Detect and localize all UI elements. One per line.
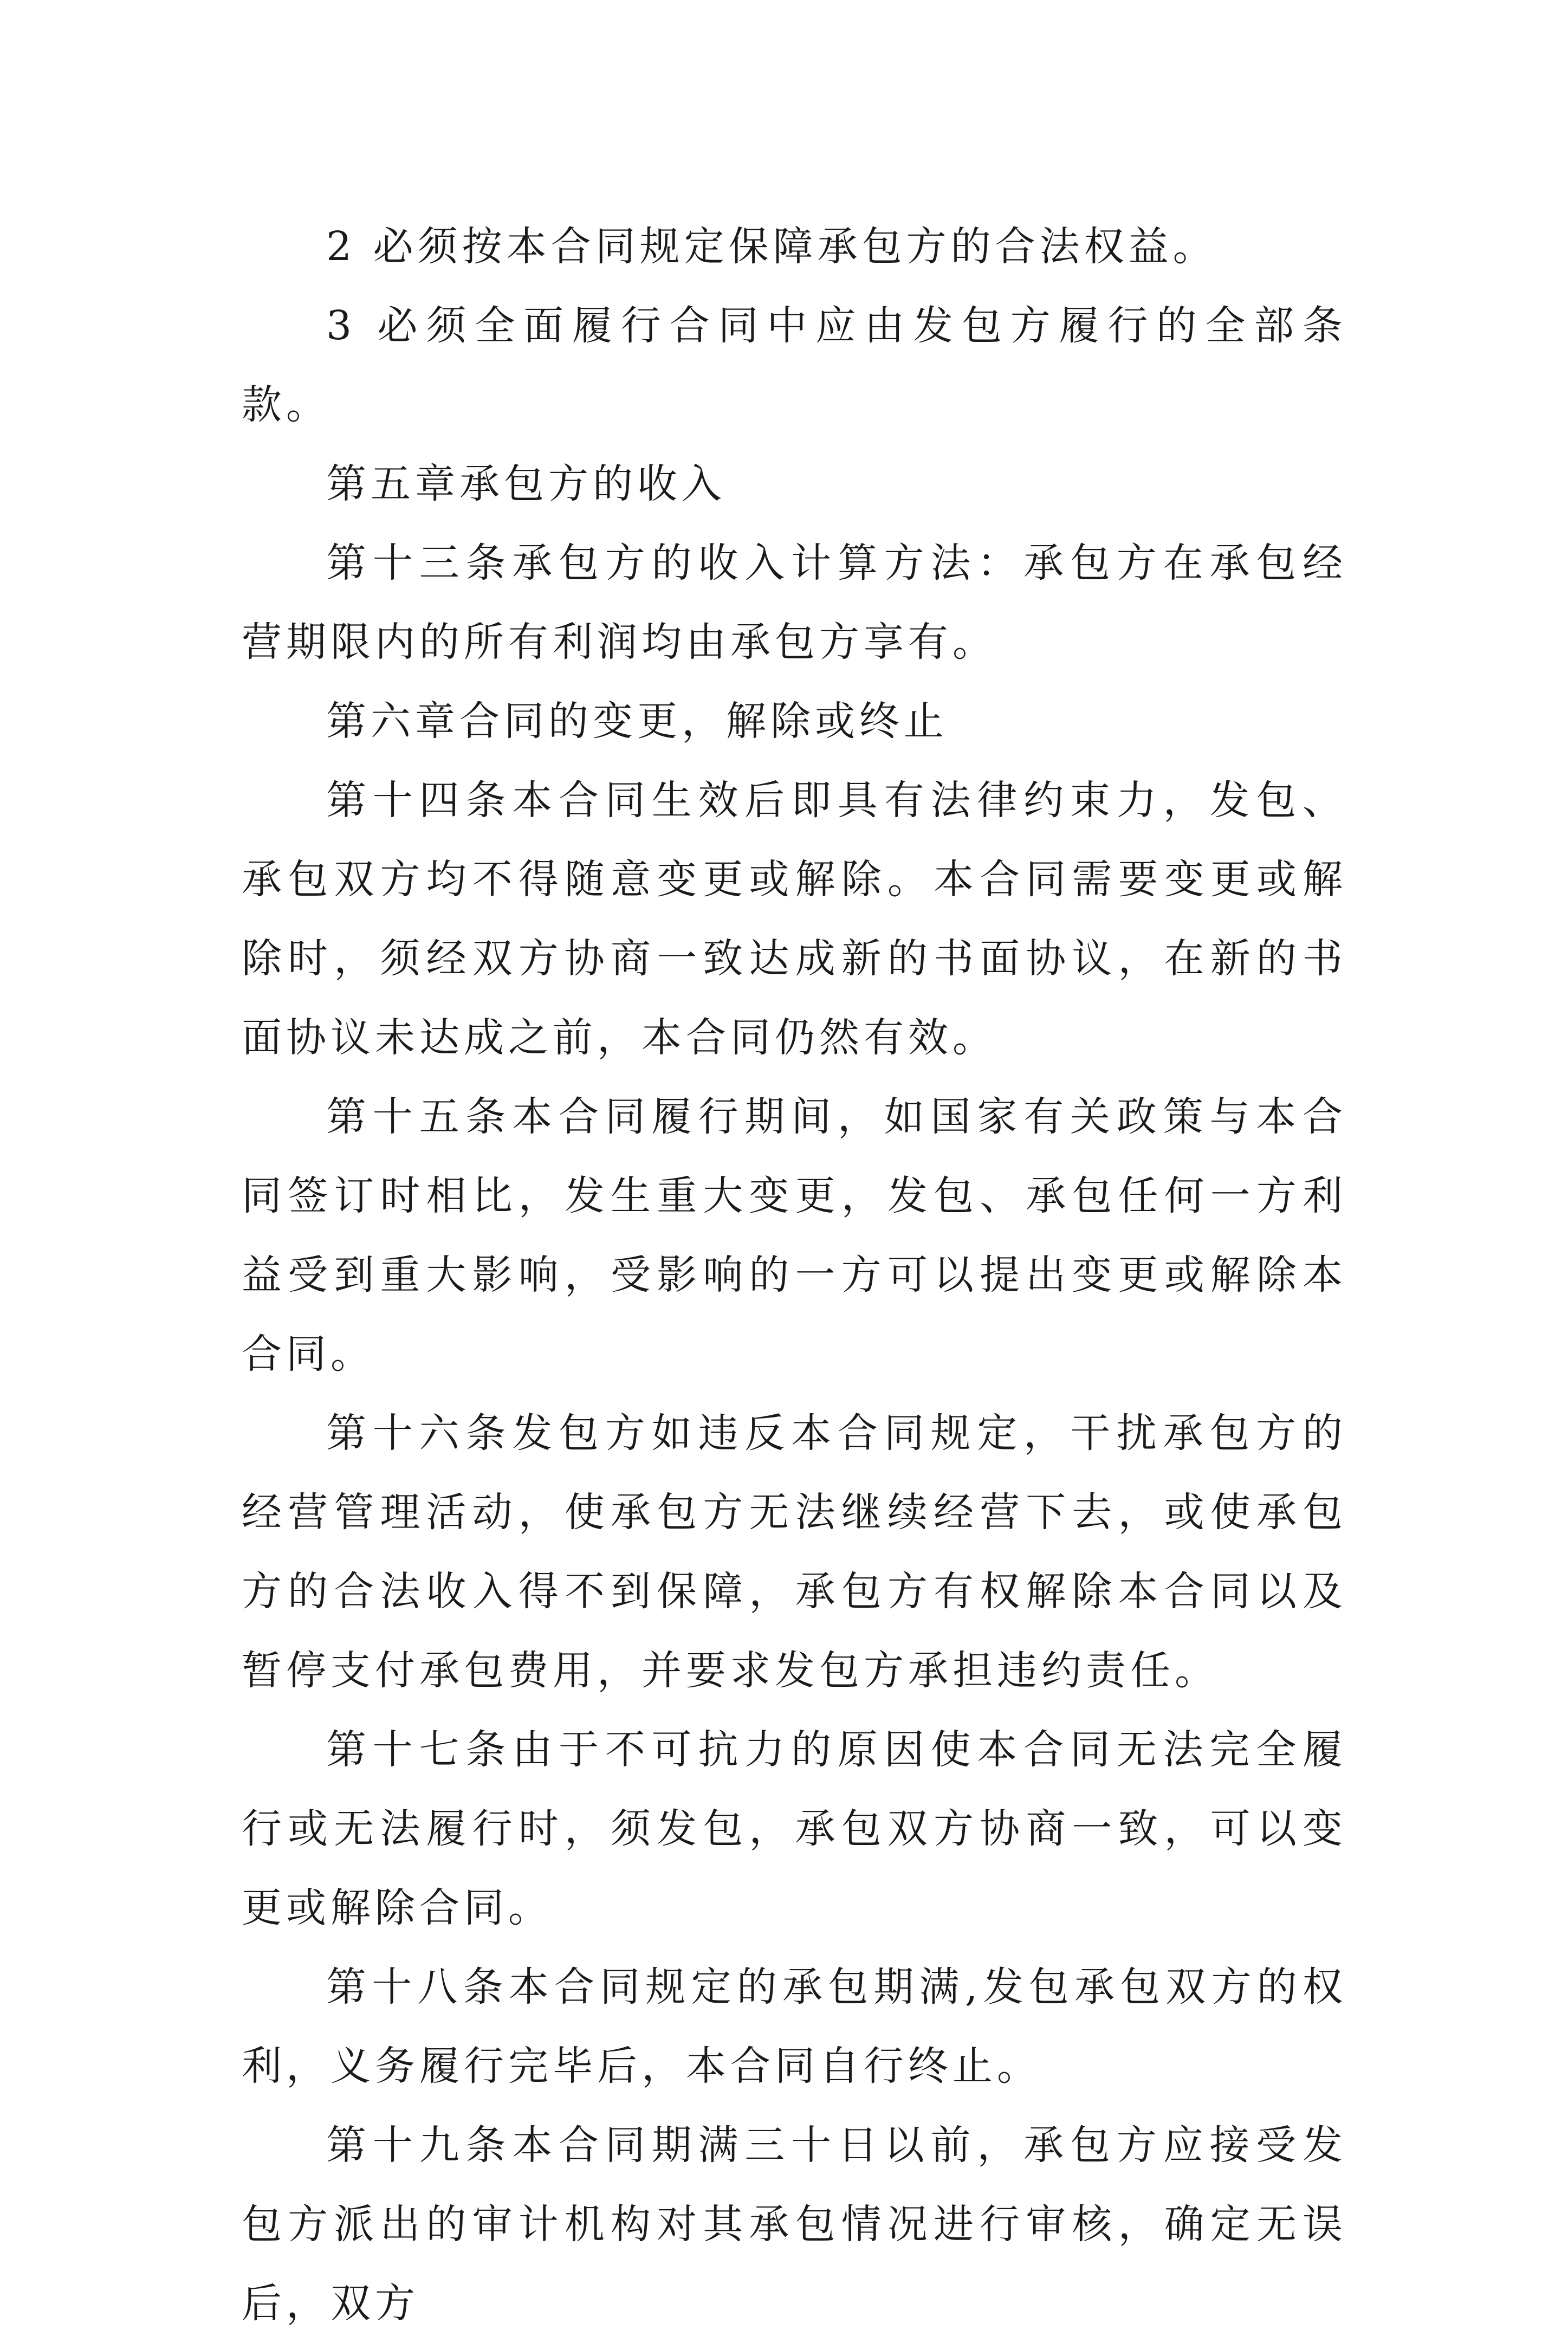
paragraph-article-16: 第十六条发包方如违反本合同规定，干扰承包方的经营管理活动，使承包方无法继续经营下去，或使承包方的合法收入得不到保障，承包方有权解除本合同以及暂停支付承包费用，并要求发包方承担违约责任。: [242, 1410, 1347, 1694]
paragraph-article-18: 第十八条本合同规定的承包期满,发包承包双方的权利，义务履行完毕后，本合同自行终止。: [242, 1964, 1347, 2089]
chapter-heading-6: 第六章合同的变更，解除或终止: [326, 698, 948, 745]
paragraph-article-15: 第十五条本合同履行期间，如国家有关政策与本合同签订时相比，发生重大变更，发包、承包任何一方利益受到重大影响，受影响的一方可以提出变更或解除本合同。: [242, 1093, 1347, 1377]
paragraph-article-13: 第十三条承包方的收入计算方法：承包方在承包经营期限内的所有利润均由承包方享有。: [242, 540, 1347, 665]
chapter-heading-5: 第五章承包方的收入: [326, 461, 726, 507]
document-body: [242, 207, 1347, 2343]
paragraph-obligation-3: 3 必须全面履行合同中应由发包方履行的全部条款。: [242, 302, 1347, 428]
paragraph-article-19: 第十九条本合同期满三十日以前，承包方应接受发包方派出的审计机构对其承包情况进行审核，确定无误后，双方: [242, 2122, 1347, 2327]
paragraph-article-17: 第十七条由于不可抗力的原因使本合同无法完全履行或无法履行时，须发包，承包双方协商一致，可以变更或解除合同。: [242, 1726, 1347, 1931]
paragraph-article-14: 第十四条本合同生效后即具有法律约束力，发包、承包双方均不得随意变更或解除。本合同需要变更或解除时，须经双方协商一致达成新的书面协议，在新的书面协议未达成之前，本合同仍然有效。: [242, 777, 1347, 1061]
paragraph-obligation-2: 2 必须按本合同规定保障承包方的合法权益。: [326, 223, 1217, 270]
